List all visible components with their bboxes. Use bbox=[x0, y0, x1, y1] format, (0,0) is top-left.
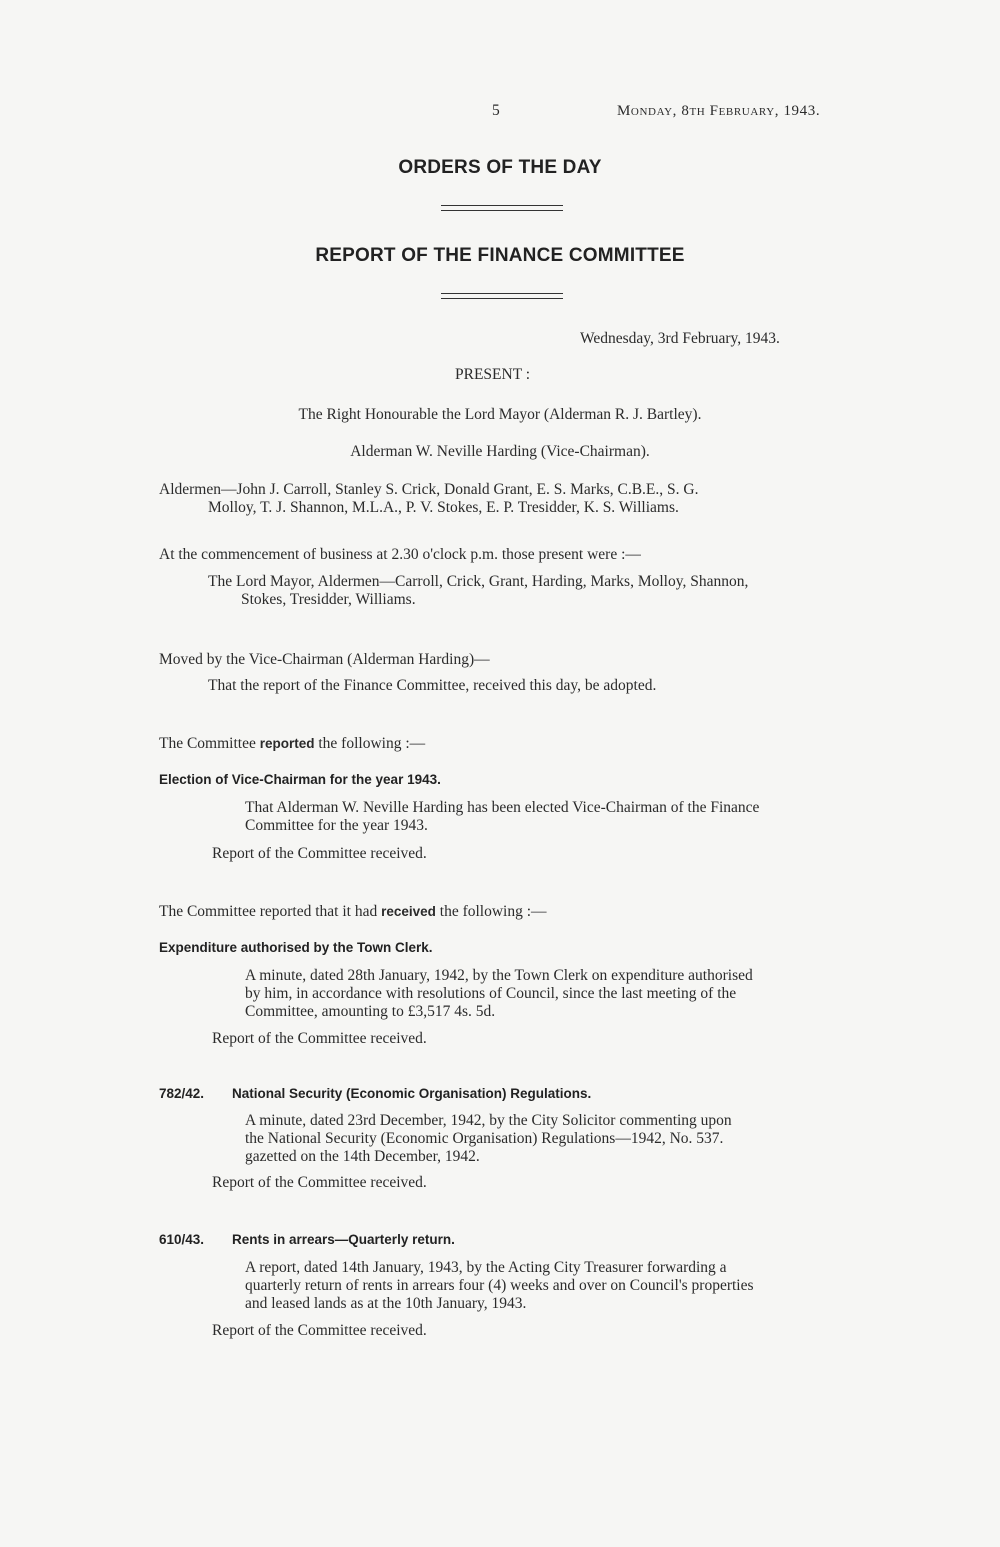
expenditure-line-2: by him, in accordance with resolutions of Council, since the last meeting of the bbox=[245, 985, 737, 1002]
received-bold: received bbox=[381, 904, 436, 919]
expenditure-heading: Expenditure authorised by the Town Clerk. bbox=[159, 940, 433, 955]
reported-pre: The Committee bbox=[159, 735, 256, 752]
received-pre: The Committee reported that it had bbox=[159, 903, 378, 920]
present-aldermen-line-2: Molloy, T. J. Shannon, M.L.A., P. V. Stokes, E. P. Tresidder, K. S. Williams. bbox=[208, 499, 679, 516]
election-line-1: That Alderman W. Neville Harding has been elected Vice-Chairman of the Finance bbox=[245, 799, 760, 816]
expenditure-line-1: A minute, dated 28th January, 1942, by the Town Clerk on expenditure authorised bbox=[245, 967, 753, 984]
present-aldermen-line-1: Aldermen—John J. Carroll, Stanley S. Crick, Donald Grant, E. S. Marks, C.B.E., S. G. bbox=[159, 481, 699, 498]
reported-line bbox=[159, 735, 425, 753]
item-610-number: 610/43. bbox=[159, 1232, 205, 1247]
received-line bbox=[159, 903, 547, 921]
title-divider-top bbox=[441, 205, 563, 206]
present-label: PRESENT : bbox=[455, 366, 531, 383]
present-lord-mayor: The Right Honourable the Lord Mayor (Alderman R. J. Bartley). bbox=[298, 406, 702, 423]
page-title: ORDERS OF THE DAY bbox=[398, 157, 602, 178]
motion-moved-by: Moved by the Vice-Chairman (Alderman Harding)— bbox=[159, 651, 490, 668]
item-782-number: 782/42. bbox=[159, 1086, 205, 1101]
present-vice-chairman: Alderman W. Neville Harding (Vice-Chairman). bbox=[350, 443, 650, 460]
report-title: REPORT OF THE FINANCE COMMITTEE bbox=[315, 245, 685, 266]
expenditure-result: Report of the Committee received. bbox=[212, 1030, 427, 1047]
page-number: 5 bbox=[492, 102, 500, 119]
commencement-line-1: The Lord Mayor, Aldermen—Carroll, Crick, Grant, Harding, Marks, Molloy, Shannon, bbox=[208, 573, 749, 590]
election-line-2: Committee for the year 1943. bbox=[245, 817, 428, 834]
expenditure-line-3: Committee, amounting to £3,517 4s. 5d. bbox=[245, 1003, 496, 1020]
motion-text: That the report of the Finance Committee, received this day, be adopted. bbox=[208, 677, 657, 694]
item-610-line-2: quarterly return of rents in arrears four (4) weeks and over on Council's properties bbox=[245, 1277, 754, 1294]
item-610-heading: Rents in arrears—Quarterly return. bbox=[232, 1232, 455, 1247]
item-782-heading: National Security (Economic Organisation) Regulations. bbox=[232, 1086, 592, 1101]
election-heading: Election of Vice-Chairman for the year 1943. bbox=[159, 772, 441, 787]
item-782-line-2: the National Security (Economic Organisation) Regulations—1942, No. 537. bbox=[245, 1130, 724, 1147]
election-result: Report of the Committee received. bbox=[212, 845, 427, 862]
item-610-result: Report of the Committee received. bbox=[212, 1322, 427, 1339]
item-610-line-3: and leased lands as at the 10th January, 1943. bbox=[245, 1295, 527, 1312]
commencement-line-2: Stokes, Tresidder, Williams. bbox=[241, 591, 416, 608]
commencement-intro: At the commencement of business at 2.30 o'clock p.m. those present were :— bbox=[159, 546, 641, 563]
item-782-line-3: gazetted on the 14th December, 1942. bbox=[245, 1148, 480, 1165]
page-header-date: Monday, 8th February, 1943. bbox=[617, 103, 821, 119]
reported-bold: reported bbox=[259, 736, 315, 751]
item-782-result: Report of the Committee received. bbox=[212, 1174, 427, 1191]
title-divider-bottom bbox=[441, 210, 563, 211]
subtitle-divider-top bbox=[441, 293, 563, 294]
meeting-date: Wednesday, 3rd February, 1943. bbox=[580, 330, 780, 347]
received-post: the following :— bbox=[439, 903, 547, 920]
item-782-line-1: A minute, dated 23rd December, 1942, by the City Solicitor commenting upon bbox=[245, 1112, 732, 1129]
reported-post: the following :— bbox=[318, 735, 426, 752]
subtitle-divider-bottom bbox=[441, 298, 563, 299]
item-610-line-1: A report, dated 14th January, 1943, by the Acting City Treasurer forwarding a bbox=[245, 1259, 727, 1276]
